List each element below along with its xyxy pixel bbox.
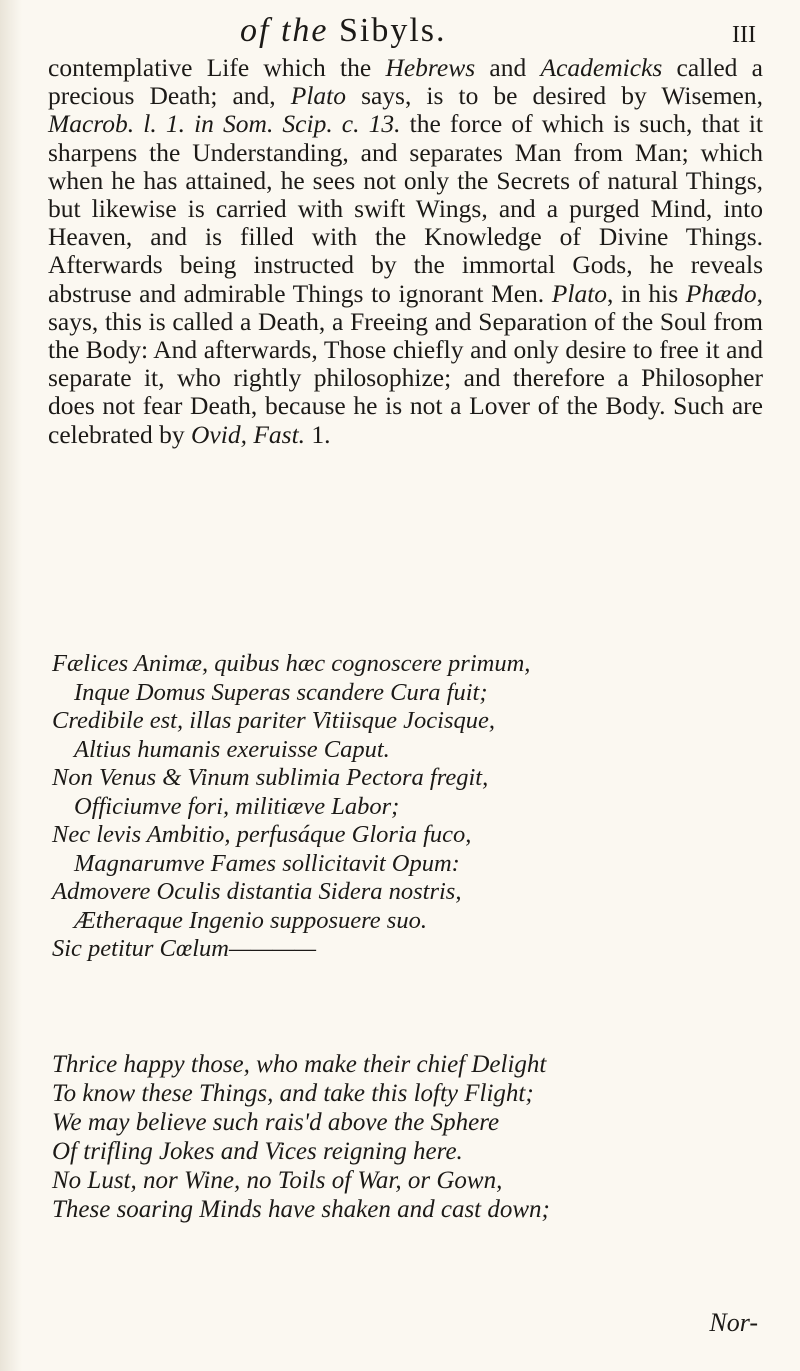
verse-line: Credibile est, illas pariter Vitiisque Jocisque, bbox=[52, 707, 495, 734]
catchword: Nor- bbox=[709, 1308, 758, 1337]
verse-line: Magnarumve Fames sollicitavit Opum: bbox=[74, 849, 460, 877]
verse-line: To know these Things, and take this lofty Flight; bbox=[52, 1080, 534, 1107]
english-verse bbox=[52, 1050, 772, 1224]
verse-line: No Lust, nor Wine, no Toils of War, or Gown, bbox=[52, 1167, 503, 1194]
verse-line: We may believe such rais'd above the Sphere bbox=[52, 1109, 500, 1136]
verse-line: Sic petitur Cœlum———— bbox=[52, 935, 317, 962]
latin-verse bbox=[52, 650, 772, 964]
verse-line: Inque Domus Superas scandere Cura fuit; bbox=[74, 678, 488, 706]
running-head-title: of the Sibyls. bbox=[240, 12, 447, 49]
prose-paragraph: contemplative Life which the Hebrews and Academicks called a precious Death; and, Plato says, is to be desired by Wisemen, Macrob. l. 1. in Som. Scip. c. 13. the force of which is such, that it sharpens the Understanding, and separates Man from Man; which when he has attained, he sees not only the Secrets of natural Things, but likewise is carried with swift Wings, and a purged Mind, into Heaven, and is filled with the Knowledge of Divine Things. Afterwards being instructed by the immortal Gods, he reveals abstruse and admirable Things to ignorant Men. Plato, in his Phædo, says, this is called a Death, a Freeing and Separation of the Soul from the Body: And afterwards, Those chiefly and only desire to free it and separate it, who rightly philosophize; and therefore a Philosopher does not fear Death, because he is not a Lover of the Body. Such are celebrated by Ovid, Fast. 1. bbox=[48, 53, 763, 449]
running-head bbox=[0, 8, 800, 52]
verse-line: Nec levis Ambitio, perfusáque Gloria fuco, bbox=[52, 821, 472, 848]
verse-line: Officiumve fori, militiæve Labor; bbox=[74, 792, 400, 820]
page-gutter-shadow bbox=[0, 0, 22, 1371]
verse-line: Non Venus & Vinum sublimia Pectora fregit, bbox=[52, 764, 489, 791]
verse-line: Of trifling Jokes and Vices reigning here. bbox=[52, 1138, 463, 1165]
verse-line: Admovere Oculis distantia Sidera nostris, bbox=[52, 878, 462, 905]
verse-line: Thrice happy those, who make their chief Delight bbox=[52, 1051, 547, 1078]
verse-line: Fælices Animæ, quibus hæc cognoscere primum, bbox=[52, 650, 531, 677]
verse-line: Ætheraque Ingenio supposuere suo. bbox=[74, 906, 427, 934]
verse-line: Altius humanis exeruisse Caput. bbox=[74, 735, 390, 763]
verse-line: These soaring Minds have shaken and cast down; bbox=[52, 1196, 550, 1223]
page-number: III bbox=[732, 22, 756, 48]
